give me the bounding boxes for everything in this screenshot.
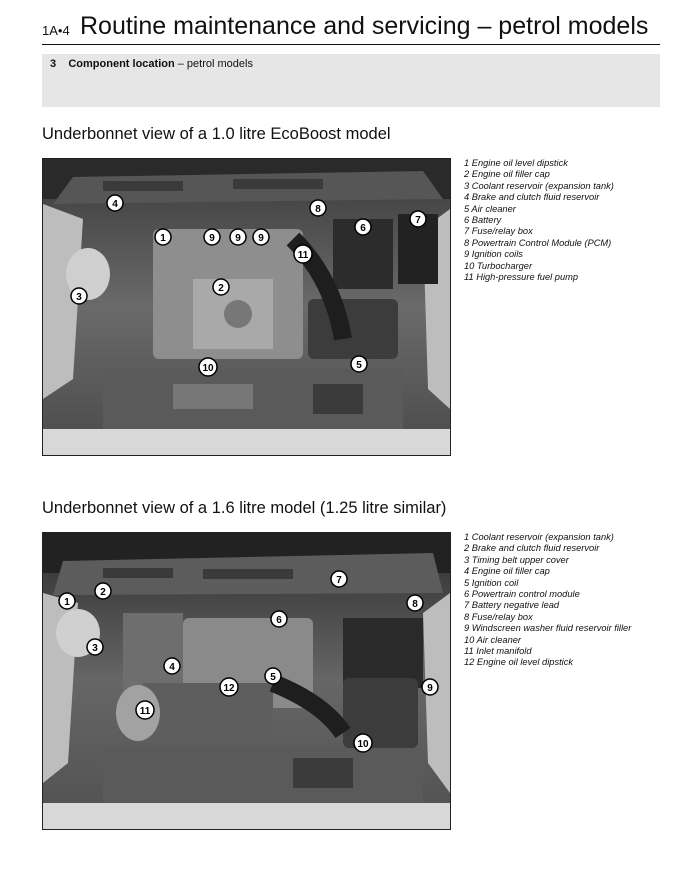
svg-text:9: 9 (427, 683, 433, 694)
svg-text:9: 9 (235, 233, 241, 244)
section-title: Component location (68, 58, 175, 70)
callout-11 (294, 245, 312, 263)
section-number: 3 (50, 58, 57, 70)
callout-9c (253, 229, 269, 245)
callout-6 (355, 219, 371, 235)
callout-6 (271, 611, 287, 627)
figure2-legend (464, 532, 631, 669)
callout-12 (220, 678, 238, 696)
legend-item: 11 Inlet manifold (464, 646, 532, 657)
svg-text:8: 8 (315, 204, 321, 215)
figure1-legend (464, 158, 614, 283)
svg-text:5: 5 (356, 360, 362, 371)
callout-8 (310, 200, 326, 216)
figure1-caption: Underbonnet view of a 1.0 litre EcoBoost model (42, 125, 391, 143)
svg-text:11: 11 (297, 250, 309, 261)
svg-text:1: 1 (160, 233, 166, 244)
legend-item: 6 Battery (464, 215, 502, 226)
legend-item: 1 Engine oil level dipstick (464, 158, 568, 168)
legend-item: 3 Coolant reservoir (expansion tank) (464, 180, 614, 191)
section-heading (50, 58, 253, 70)
callout-9a (204, 229, 220, 245)
svg-text:2: 2 (218, 283, 224, 294)
svg-text:10: 10 (202, 363, 214, 374)
legend-item: 9 Ignition coils (464, 249, 523, 260)
callout-4 (107, 195, 123, 211)
page-title: Routine maintenance and servicing – petrol models (80, 12, 649, 40)
section-banner (42, 54, 660, 107)
callout-9 (422, 679, 438, 695)
svg-text:6: 6 (360, 223, 366, 234)
svg-text:5: 5 (270, 672, 276, 683)
legend-item: 7 Fuse/relay box (464, 226, 533, 237)
legend-item: 7 Battery negative lead (464, 600, 560, 611)
svg-text:7: 7 (336, 575, 342, 586)
page-header (42, 10, 660, 45)
legend-item: 4 Brake and clutch fluid reservoir (464, 192, 600, 203)
legend-item: 9 Windscreen washer fluid reservoir filler (464, 623, 632, 634)
callout-1 (59, 593, 75, 609)
callout-11 (136, 701, 154, 719)
callout-8 (407, 595, 423, 611)
section-subtitle: – petrol models (174, 58, 253, 70)
figure1-callouts (43, 159, 450, 455)
callout-7 (410, 211, 426, 227)
svg-text:2: 2 (100, 587, 106, 598)
legend-item: 10 Air cleaner (464, 634, 522, 645)
page-number: 1A•4 (42, 23, 70, 38)
callout-5 (351, 356, 367, 372)
svg-text:10: 10 (357, 739, 369, 750)
legend-item: 11 High-pressure fuel pump (464, 272, 579, 283)
svg-text:4: 4 (169, 662, 175, 673)
legend-item: 1 Coolant reservoir (expansion tank) (464, 532, 614, 542)
svg-text:6: 6 (276, 615, 282, 626)
figure2-caption: Underbonnet view of a 1.6 litre model (1.25 litre similar) (42, 499, 447, 517)
svg-text:1: 1 (64, 597, 70, 608)
legend-item: 3 Timing belt upper cover (464, 554, 569, 565)
svg-text:11: 11 (139, 706, 151, 717)
legend-item: 6 Powertrain control module (464, 589, 580, 600)
callout-7 (331, 571, 347, 587)
svg-text:4: 4 (112, 199, 118, 210)
callout-1 (155, 229, 171, 245)
callout-2 (95, 583, 111, 599)
callout-3 (87, 639, 103, 655)
legend-item: 5 Air cleaner (464, 203, 516, 214)
svg-text:3: 3 (92, 643, 98, 654)
legend-item: 12 Engine oil level dipstick (464, 657, 574, 668)
callout-3 (71, 288, 87, 304)
svg-text:7: 7 (415, 215, 421, 226)
svg-text:9: 9 (209, 233, 215, 244)
callout-2 (213, 279, 229, 295)
figure1-photo (42, 158, 451, 456)
svg-text:8: 8 (412, 599, 418, 610)
legend-item: 8 Fuse/relay box (464, 611, 533, 622)
figure2-photo (42, 532, 451, 830)
legend-item: 10 Turbocharger (464, 260, 533, 271)
callout-9b (230, 229, 246, 245)
legend-item: 4 Engine oil filler cap (464, 566, 550, 577)
svg-text:3: 3 (76, 292, 82, 303)
legend-item: 2 Engine oil filler cap (464, 169, 550, 180)
callout-4 (164, 658, 180, 674)
legend-item: 5 Ignition coil (464, 577, 519, 588)
callout-5 (265, 668, 281, 684)
svg-text:12: 12 (223, 683, 235, 694)
legend-item: 2 Brake and clutch fluid reservoir (464, 543, 600, 554)
callout-10 (354, 734, 372, 752)
figure2-callouts (43, 533, 450, 829)
svg-text:9: 9 (258, 233, 264, 244)
callout-10 (199, 358, 217, 376)
legend-item: 8 Powertrain Control Module (PCM) (464, 237, 612, 248)
